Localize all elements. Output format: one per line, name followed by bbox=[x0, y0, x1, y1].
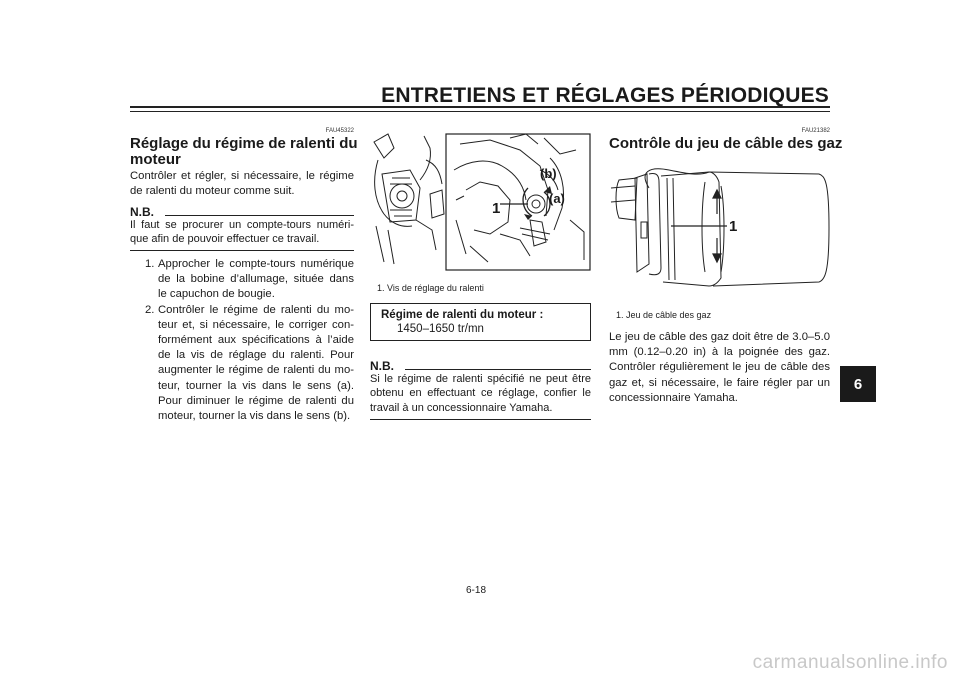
section-title-line: Réglage du régime de ralenti du bbox=[130, 135, 358, 152]
page-header-title: ENTRETIENS ET RÉGLAGES PÉRIODIQUES bbox=[381, 84, 829, 107]
chapter-tab: 6 bbox=[840, 366, 876, 402]
text-line: Si le régime de ralenti spécifié ne peut être bbox=[370, 373, 591, 385]
section-title: Contrôle du jeu de câble des gaz bbox=[609, 135, 843, 152]
step-body bbox=[158, 257, 354, 303]
text-line: de la bobine d’allumage, située dans bbox=[158, 273, 354, 286]
text-line: Approcher le compte-tours numérique bbox=[158, 258, 354, 270]
spec-box bbox=[370, 303, 591, 341]
nb-rule-bottom bbox=[370, 419, 591, 420]
nb-rule bbox=[165, 215, 354, 216]
text-line: Le jeu de câble des gaz doit être de 3.0–5.0 bbox=[609, 331, 830, 343]
figure-caption: 1. Vis de réglage du ralenti bbox=[377, 283, 484, 293]
text-line: que afin de pouvoir effectuer ce travail. bbox=[130, 233, 320, 246]
step-list bbox=[145, 257, 354, 424]
text-line: concessionnaire Yamaha. bbox=[609, 391, 738, 404]
text-line: Contrôler régulièrement le jeu de câble des bbox=[609, 361, 830, 374]
text-line: le capuchon de bougie. bbox=[158, 288, 275, 301]
text-line: Contrôler et régler, si nécessaire, le régime bbox=[130, 170, 354, 182]
nb-heading: N.B. bbox=[370, 359, 394, 373]
section-code: FAU21382 bbox=[801, 128, 830, 134]
text-line: mm (0.12–0.20 in) à la poignée des gaz. bbox=[609, 346, 830, 359]
step-number: 2. bbox=[145, 303, 155, 316]
text-line: obtenu en effectuant ce réglage, confier le bbox=[370, 387, 591, 400]
watermark: carmanualsonline.info bbox=[752, 652, 948, 673]
spec-label: Régime de ralenti du moteur : bbox=[381, 309, 544, 321]
text-line: gaz et, si nécessaire, le faire régler par un bbox=[609, 376, 830, 389]
spec-value: 1450–1650 tr/mn bbox=[397, 323, 484, 335]
text-line: Contrôler le régime de ralenti du mo- bbox=[158, 303, 354, 316]
right-body-text bbox=[609, 330, 830, 406]
nb-rule-bottom bbox=[130, 250, 354, 251]
nb-heading: N.B. bbox=[130, 205, 154, 219]
step-item bbox=[145, 303, 354, 425]
text-line: teur et, si nécessaire, le corriger con- bbox=[158, 318, 354, 331]
text-line: moteur, tourner la vis dans le sens (b). bbox=[158, 410, 351, 423]
text-line: de la vis de réglage du ralenti. Pour bbox=[158, 349, 354, 362]
figure-label-1: 1 bbox=[492, 200, 501, 217]
text-line: Il faut se procurer un compte-tours numéri- bbox=[130, 219, 354, 231]
step-item bbox=[145, 257, 354, 303]
throttle-illustration-svg bbox=[609, 168, 831, 290]
figure-caption: 1. Jeu de câble des gaz bbox=[616, 310, 712, 320]
page-number: 6-18 bbox=[466, 585, 487, 596]
section-code: FAU45322 bbox=[325, 128, 354, 134]
text-line: Pour diminuer le régime de ralenti du bbox=[158, 394, 354, 407]
text-line: teur, tourner la vis dans le sens (a). bbox=[158, 379, 354, 392]
text-line: formément aux spécifications à l’aide bbox=[158, 334, 354, 347]
figure-label-a: (a) bbox=[549, 191, 565, 206]
intro-text bbox=[130, 169, 354, 199]
throttle-grip-illustration bbox=[609, 168, 831, 290]
header-rule-thin bbox=[130, 111, 830, 112]
text-line: travail à un concessionnaire Yamaha. bbox=[370, 401, 553, 414]
nb-text bbox=[370, 372, 591, 415]
idle-screw-illustration bbox=[370, 130, 592, 272]
text-line: de ralenti du moteur comme suit. bbox=[130, 185, 295, 198]
figure-label-1: 1 bbox=[729, 218, 738, 235]
nb-rule bbox=[405, 369, 591, 370]
header-rule bbox=[130, 106, 830, 108]
step-number: 1. bbox=[145, 258, 155, 270]
nb-text bbox=[130, 218, 354, 247]
figure-label-b: (b) bbox=[540, 166, 557, 181]
text-line: augmenter le régime de ralenti du mo- bbox=[158, 364, 354, 377]
section-title bbox=[130, 136, 358, 168]
section-title-line: moteur bbox=[130, 151, 181, 168]
step-body bbox=[158, 303, 354, 425]
